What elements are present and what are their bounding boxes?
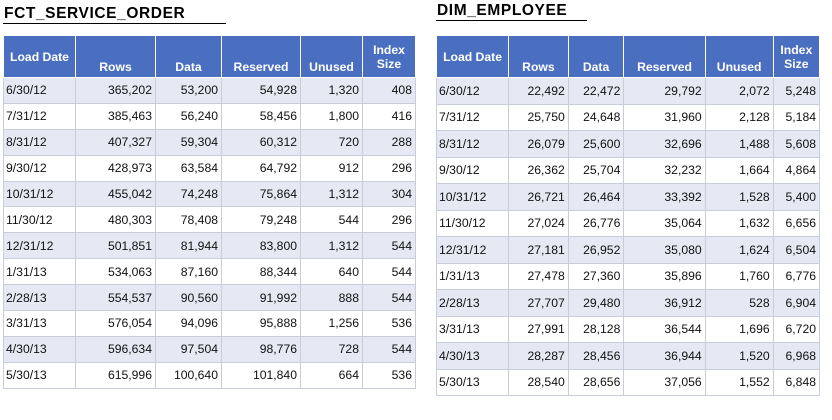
load-date-cell: 10/31/12 xyxy=(4,181,76,207)
header-row xyxy=(4,36,416,78)
dim-employee-section xyxy=(436,2,820,396)
load-date-cell: 9/30/12 xyxy=(437,157,509,184)
unused-cell: 1,632 xyxy=(705,210,773,237)
table-row xyxy=(437,131,820,158)
col-header-rows: Rows xyxy=(76,36,156,78)
rows-cell: 27,991 xyxy=(509,316,569,343)
data-cell: 25,704 xyxy=(568,157,624,184)
load-date-cell: 11/30/12 xyxy=(437,210,509,237)
rows-cell: 480,303 xyxy=(76,207,156,233)
col-header-load-date: Load Date xyxy=(437,36,509,78)
table-row xyxy=(4,207,416,233)
table-row xyxy=(4,181,416,207)
reserved-cell: 35,896 xyxy=(624,263,705,290)
table-row xyxy=(4,285,416,311)
reserved-cell: 98,776 xyxy=(222,336,301,362)
col-header-unused: Unused xyxy=(705,36,773,78)
col-header-index-size: Index Size xyxy=(363,36,416,78)
col-header-index-size: Index Size xyxy=(773,36,819,78)
reserved-cell: 37,056 xyxy=(624,369,705,396)
load-date-cell: 7/31/12 xyxy=(4,103,76,129)
unused-cell: 1,696 xyxy=(705,316,773,343)
index-size-cell: 544 xyxy=(363,259,416,285)
unused-cell: 544 xyxy=(301,207,363,233)
table-row xyxy=(4,233,416,259)
reserved-cell: 95,888 xyxy=(222,311,301,337)
index-size-cell: 6,504 xyxy=(773,237,819,264)
reserved-cell: 32,696 xyxy=(624,131,705,158)
data-cell: 28,456 xyxy=(568,343,624,370)
rows-cell: 26,362 xyxy=(509,157,569,184)
load-date-cell: 11/30/12 xyxy=(4,207,76,233)
col-header-reserved: Reserved xyxy=(222,36,301,78)
index-size-cell: 304 xyxy=(363,181,416,207)
reserved-cell: 64,792 xyxy=(222,155,301,181)
rows-cell: 501,851 xyxy=(76,233,156,259)
rows-cell: 27,024 xyxy=(509,210,569,237)
reserved-cell: 33,392 xyxy=(624,184,705,211)
reserved-cell: 32,232 xyxy=(624,157,705,184)
rows-cell: 576,054 xyxy=(76,311,156,337)
index-size-cell: 544 xyxy=(363,233,416,259)
index-size-cell: 288 xyxy=(363,129,416,155)
index-size-cell: 6,848 xyxy=(773,369,819,396)
data-cell: 74,248 xyxy=(156,181,222,207)
unused-cell: 888 xyxy=(301,285,363,311)
index-size-cell: 6,656 xyxy=(773,210,819,237)
data-cell: 97,504 xyxy=(156,336,222,362)
reserved-cell: 35,080 xyxy=(624,237,705,264)
table-row xyxy=(437,290,820,317)
fct-service-order-table xyxy=(3,35,416,389)
reserved-cell: 60,312 xyxy=(222,129,301,155)
unused-cell: 2,072 xyxy=(705,78,773,105)
reserved-cell: 54,928 xyxy=(222,78,301,104)
table-row xyxy=(437,184,820,211)
table-row xyxy=(4,362,416,388)
reserved-cell: 29,792 xyxy=(624,78,705,105)
data-cell: 28,128 xyxy=(568,316,624,343)
reserved-cell: 88,344 xyxy=(222,259,301,285)
reserved-cell: 36,544 xyxy=(624,316,705,343)
rows-cell: 25,750 xyxy=(509,104,569,131)
data-cell: 90,560 xyxy=(156,285,222,311)
reserved-cell: 36,912 xyxy=(624,290,705,317)
reserved-cell: 58,456 xyxy=(222,103,301,129)
index-size-cell: 5,248 xyxy=(773,78,819,105)
unused-cell: 1,488 xyxy=(705,131,773,158)
index-size-cell: 5,400 xyxy=(773,184,819,211)
reserved-cell: 79,248 xyxy=(222,207,301,233)
data-cell: 78,408 xyxy=(156,207,222,233)
data-cell: 100,640 xyxy=(156,362,222,388)
load-date-cell: 3/31/13 xyxy=(4,311,76,337)
load-date-cell: 2/28/13 xyxy=(437,290,509,317)
table-row xyxy=(4,311,416,337)
col-header-reserved: Reserved xyxy=(624,36,705,78)
unused-cell: 1,312 xyxy=(301,181,363,207)
unused-cell: 1,528 xyxy=(705,184,773,211)
table-row xyxy=(437,210,820,237)
table-row xyxy=(437,237,820,264)
table-row xyxy=(4,336,416,362)
reserved-cell: 36,944 xyxy=(624,343,705,370)
load-date-cell: 4/30/13 xyxy=(4,336,76,362)
index-size-cell: 416 xyxy=(363,103,416,129)
table-row xyxy=(437,263,820,290)
rows-cell: 385,463 xyxy=(76,103,156,129)
index-size-cell: 5,184 xyxy=(773,104,819,131)
header-row xyxy=(437,36,820,78)
data-cell: 27,360 xyxy=(568,263,624,290)
table-row xyxy=(4,129,416,155)
data-cell: 81,944 xyxy=(156,233,222,259)
index-size-cell: 296 xyxy=(363,207,416,233)
table-row xyxy=(437,157,820,184)
index-size-cell: 6,776 xyxy=(773,263,819,290)
unused-cell: 1,800 xyxy=(301,103,363,129)
col-header-load-date: Load Date xyxy=(4,36,76,78)
index-size-cell: 5,608 xyxy=(773,131,819,158)
load-date-cell: 12/31/12 xyxy=(437,237,509,264)
data-cell: 26,952 xyxy=(568,237,624,264)
rows-cell: 28,287 xyxy=(509,343,569,370)
data-cell: 29,480 xyxy=(568,290,624,317)
data-cell: 59,304 xyxy=(156,129,222,155)
load-date-cell: 10/31/12 xyxy=(437,184,509,211)
index-size-cell: 6,904 xyxy=(773,290,819,317)
rows-cell: 27,181 xyxy=(509,237,569,264)
load-date-cell: 4/30/13 xyxy=(437,343,509,370)
load-date-cell: 7/31/12 xyxy=(437,104,509,131)
unused-cell: 728 xyxy=(301,336,363,362)
rows-cell: 428,973 xyxy=(76,155,156,181)
index-size-cell: 4,864 xyxy=(773,157,819,184)
col-header-rows: Rows xyxy=(509,36,569,78)
rows-cell: 26,721 xyxy=(509,184,569,211)
reserved-cell: 101,840 xyxy=(222,362,301,388)
data-cell: 26,464 xyxy=(568,184,624,211)
load-date-cell: 6/30/12 xyxy=(4,78,76,104)
table-row xyxy=(437,104,820,131)
table-row xyxy=(4,259,416,285)
unused-cell: 1,256 xyxy=(301,311,363,337)
unused-cell: 1,552 xyxy=(705,369,773,396)
data-cell: 24,648 xyxy=(568,104,624,131)
index-size-cell: 536 xyxy=(363,362,416,388)
fct-service-order-body xyxy=(4,78,416,389)
rows-cell: 455,042 xyxy=(76,181,156,207)
unused-cell: 664 xyxy=(301,362,363,388)
index-size-cell: 6,720 xyxy=(773,316,819,343)
unused-cell: 1,624 xyxy=(705,237,773,264)
unused-cell: 528 xyxy=(705,290,773,317)
table-row xyxy=(437,78,820,105)
reserved-cell: 83,800 xyxy=(222,233,301,259)
load-date-cell: 2/28/13 xyxy=(4,285,76,311)
load-date-cell: 8/31/12 xyxy=(4,129,76,155)
data-cell: 28,656 xyxy=(568,369,624,396)
unused-cell: 1,312 xyxy=(301,233,363,259)
load-date-cell: 3/31/13 xyxy=(437,316,509,343)
rows-cell: 365,202 xyxy=(76,78,156,104)
unused-cell: 1,760 xyxy=(705,263,773,290)
table-row xyxy=(437,369,820,396)
table-row xyxy=(4,103,416,129)
index-size-cell: 408 xyxy=(363,78,416,104)
data-cell: 63,584 xyxy=(156,155,222,181)
unused-cell: 1,664 xyxy=(705,157,773,184)
data-cell: 22,472 xyxy=(568,78,624,105)
load-date-cell: 5/30/13 xyxy=(437,369,509,396)
data-cell: 87,160 xyxy=(156,259,222,285)
col-header-data: Data xyxy=(156,36,222,78)
table-row xyxy=(4,155,416,181)
rows-cell: 615,996 xyxy=(76,362,156,388)
load-date-cell: 1/31/13 xyxy=(437,263,509,290)
load-date-cell: 6/30/12 xyxy=(437,78,509,105)
load-date-cell: 12/31/12 xyxy=(4,233,76,259)
data-cell: 53,200 xyxy=(156,78,222,104)
load-date-cell: 1/31/13 xyxy=(4,259,76,285)
rows-cell: 22,492 xyxy=(509,78,569,105)
rows-cell: 28,540 xyxy=(509,369,569,396)
reserved-cell: 75,864 xyxy=(222,181,301,207)
data-cell: 56,240 xyxy=(156,103,222,129)
col-header-data: Data xyxy=(568,36,624,78)
table-row xyxy=(4,78,416,104)
index-size-cell: 6,968 xyxy=(773,343,819,370)
load-date-cell: 9/30/12 xyxy=(4,155,76,181)
unused-cell: 640 xyxy=(301,259,363,285)
index-size-cell: 544 xyxy=(363,336,416,362)
fct-service-order-title: FCT_SERVICE_ORDER xyxy=(3,5,226,24)
data-cell: 25,600 xyxy=(568,131,624,158)
load-date-cell: 5/30/13 xyxy=(4,362,76,388)
rows-cell: 407,327 xyxy=(76,129,156,155)
index-size-cell: 536 xyxy=(363,311,416,337)
rows-cell: 27,478 xyxy=(509,263,569,290)
data-cell: 26,776 xyxy=(568,210,624,237)
table-row xyxy=(437,343,820,370)
unused-cell: 1,520 xyxy=(705,343,773,370)
rows-cell: 27,707 xyxy=(509,290,569,317)
unused-cell: 912 xyxy=(301,155,363,181)
reserved-cell: 35,064 xyxy=(624,210,705,237)
load-date-cell: 8/31/12 xyxy=(437,131,509,158)
fct-service-order-section xyxy=(3,5,416,389)
index-size-cell: 296 xyxy=(363,155,416,181)
dim-employee-body xyxy=(437,78,820,396)
rows-cell: 554,537 xyxy=(76,285,156,311)
reserved-cell: 31,960 xyxy=(624,104,705,131)
reserved-cell: 91,992 xyxy=(222,285,301,311)
dim-employee-table xyxy=(436,35,820,396)
unused-cell: 720 xyxy=(301,129,363,155)
rows-cell: 534,063 xyxy=(76,259,156,285)
data-cell: 94,096 xyxy=(156,311,222,337)
unused-cell: 2,128 xyxy=(705,104,773,131)
dim-employee-title: DIM_EMPLOYEE xyxy=(436,2,587,21)
unused-cell: 1,320 xyxy=(301,78,363,104)
table-row xyxy=(437,316,820,343)
rows-cell: 26,079 xyxy=(509,131,569,158)
rows-cell: 596,634 xyxy=(76,336,156,362)
index-size-cell: 544 xyxy=(363,285,416,311)
col-header-unused: Unused xyxy=(301,36,363,78)
